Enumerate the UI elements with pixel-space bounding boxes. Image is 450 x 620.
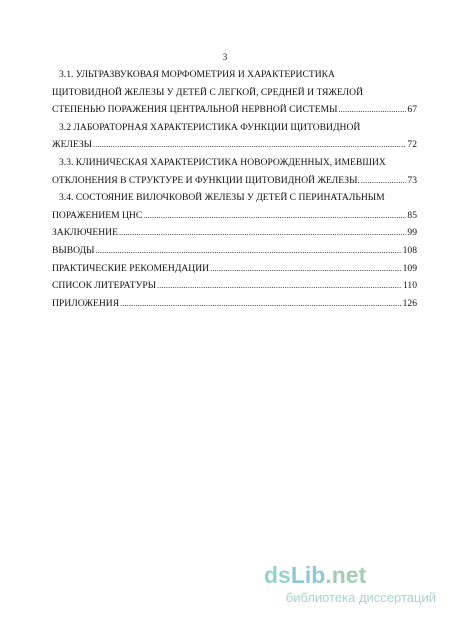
- dot-leader: [119, 224, 406, 242]
- dot-leader: [338, 101, 406, 119]
- watermark-subtitle: библиотека диссертаций: [285, 590, 436, 605]
- toc-entry-line: [52, 189, 417, 207]
- toc-entry-line: [52, 172, 417, 190]
- toc-entry-text: ЖЕЛЕЗЫ: [52, 139, 92, 151]
- dot-leader: [361, 172, 407, 190]
- toc-entry-line: [52, 277, 417, 295]
- toc-page-number: 108: [402, 244, 417, 256]
- toc-page-number: 72: [407, 139, 417, 151]
- toc-entry-line: [52, 66, 417, 84]
- dot-leader: [143, 207, 406, 225]
- toc-entry-line: [52, 295, 417, 313]
- toc-entry-line: [52, 154, 417, 172]
- toc-entry-appendices: [52, 295, 417, 313]
- toc-entry-references: [52, 277, 417, 295]
- toc-entry-3-4: [52, 189, 417, 224]
- toc-page-number: 110: [402, 280, 417, 292]
- toc-entry-text: СПИСОК ЛИТЕРАТУРЫ: [52, 280, 157, 292]
- toc-page-number: 99: [407, 227, 417, 239]
- toc-entry-line: [52, 101, 417, 119]
- toc-entry-text: 3.2 ЛАБОРАТОРНАЯ ХАРАКТЕРИСТИКА ФУНКЦИИ ЩИТОВИДНОЙ: [59, 121, 361, 133]
- dot-leader: [96, 242, 402, 260]
- toc-entry-conclusion: [52, 224, 417, 242]
- toc-entry-line: [52, 260, 417, 278]
- toc-entry-line: [52, 84, 417, 102]
- dot-leader: [157, 277, 402, 295]
- toc-entry-3-3: [52, 154, 417, 189]
- watermark: [236, 562, 436, 610]
- dot-leader: [210, 260, 402, 278]
- toc-entry-text: ЩИТОВИДНОЙ ЖЕЛЕЗЫ У ДЕТЕЙ С ЛЕГКОЙ, СРЕДНЕЙ И ТЯЖЕЛОЙ: [52, 86, 364, 98]
- toc-entry-text: 3.4. СОСТОЯНИЕ ВИЛОЧКОВОЙ ЖЕЛЕЗЫ У ДЕТЕЙ С ПЕРИНАТАЛЬНЫМ: [59, 192, 385, 204]
- toc-entry-findings: [52, 242, 417, 260]
- table-of-contents: [52, 66, 417, 312]
- toc-page-number: 109: [402, 262, 417, 274]
- toc-entry-line: [52, 224, 417, 242]
- toc-entry-text: ПРАКТИЧЕСКИЕ РЕКОМЕНДАЦИИ: [52, 262, 210, 274]
- toc-entry-3-1: [52, 66, 417, 119]
- toc-entry-text: ЗАКЛЮЧЕНИЕ: [52, 227, 118, 239]
- toc-page-number: 126: [402, 297, 417, 309]
- toc-page-number: 73: [407, 174, 417, 186]
- toc-entry-text: 3.3. КЛИНИЧЕСКАЯ ХАРАКТЕРИСТИКА НОВОРОЖДЕННЫХ, ИМЕВШИХ: [59, 156, 386, 168]
- toc-entry-text: ПОРАЖЕНИЕМ ЦНС: [52, 209, 143, 221]
- watermark-logo: [264, 562, 366, 588]
- toc-entry-line: [52, 136, 417, 154]
- toc-entry-text: 3.1. УЛЬТРАЗВУКОВАЯ МОРФОМЕТРИЯ И ХАРАКТЕРИСТИКА: [59, 69, 335, 80]
- toc-entry-line: [52, 242, 417, 260]
- watermark-logo-lib: Lib: [290, 562, 326, 588]
- toc-entry-text: СТЕПЕНЬЮ ПОРАЖЕНИЯ ЦЕНТРАЛЬНОЙ НЕРВНОЙ СИСТЕМЫ: [52, 104, 338, 116]
- dot-leader: [93, 136, 406, 154]
- toc-entry-recommendations: [52, 260, 417, 278]
- toc-entry-text: ПРИЛОЖЕНИЯ: [52, 297, 120, 309]
- watermark-logo-ds: ds: [264, 562, 291, 588]
- toc-page-number: 67: [407, 104, 417, 116]
- toc-entry-text: ОТКЛОНЕНИЯ В СТРУКТУРЕ И ФУНКЦИИ ЩИТОВИДНОЙ ЖЕЛЕЗЫ.: [52, 174, 360, 186]
- toc-entry-text: ВЫВОДЫ: [52, 244, 95, 256]
- toc-entry-3-2: [52, 119, 417, 154]
- page-number: 3: [222, 52, 228, 62]
- watermark-logo-net: .net: [325, 562, 367, 588]
- toc-entry-line: [52, 119, 417, 137]
- dot-leader: [120, 295, 402, 313]
- toc-entry-line: [52, 207, 417, 225]
- toc-page-number: 85: [407, 209, 417, 221]
